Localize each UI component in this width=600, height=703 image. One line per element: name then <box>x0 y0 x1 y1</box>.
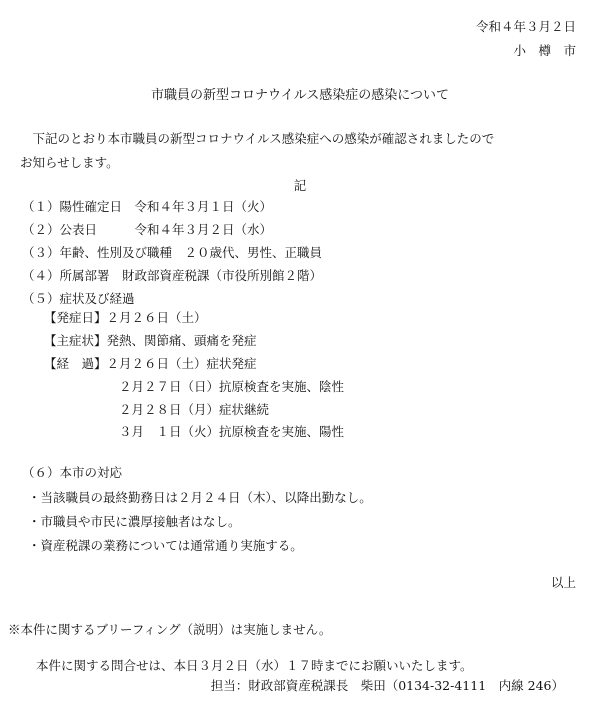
inquiry-line: 本件に関する問合せは、本日３月２日（水）１７時までにお願いいたします。 <box>36 658 473 673</box>
course-line-1: 【経 過】２月２６日（土）症状発症 <box>44 356 257 371</box>
ki-heading: 記 <box>293 178 307 193</box>
item-3: （３）年齢、性別及び職種 ２０歳代、男性、正職員 <box>22 245 323 260</box>
item-4: （４）所属部署 財政部資産税課（市役所別館２階） <box>22 268 323 283</box>
document-title: 市職員の新型コロナウイルス感染症の感染について <box>151 88 449 103</box>
response-bullet-3: ・資産税課の業務については通常通り実施する。 <box>28 538 303 553</box>
symptom-onset: 【発症日】２月２６日（土） <box>44 310 207 325</box>
intro-line-2: お知らせします。 <box>20 155 119 170</box>
item-5: （５）症状及び経過 <box>22 291 135 306</box>
item-2: （２）公表日 令和４年３月２日（水） <box>22 222 273 237</box>
course-line-2: ２月２７日（日）抗原検査を実施、陰性 <box>119 379 345 394</box>
item-1: （１）陽性確定日 令和４年３月１日（火） <box>22 199 273 214</box>
date-line: 令和４年３月２日 <box>475 19 576 34</box>
issuer-line: 小 樽 市 <box>513 43 576 58</box>
course-line-4: ３月 １日（火）抗原検査を実施、陽性 <box>119 424 345 439</box>
ijo-closing: 以上 <box>550 575 576 590</box>
symptom-main: 【主症状】発熱、関節痛、頭痛を発症 <box>44 333 257 348</box>
course-line-3: ２月２８日（月）症状継続 <box>119 402 270 417</box>
response-heading: （６）本市の対応 <box>22 465 123 480</box>
response-bullet-2: ・市職員や市民に濃厚接触者はなし。 <box>28 514 241 529</box>
contact-person: 担当：財政部資産税課長 柴田（0134-32-4111 内線 246） <box>210 678 564 693</box>
briefing-note: ※本件に関するブリーフィング（説明）は実施しません。 <box>8 622 332 637</box>
response-bullet-1: ・当該職員の最終勤務日は２月２４日（木）、以降出勤なし。 <box>28 490 372 505</box>
intro-line-1: 下記のとおり本市職員の新型コロナウイルス感染症への感染が確認されましたので <box>20 131 495 146</box>
